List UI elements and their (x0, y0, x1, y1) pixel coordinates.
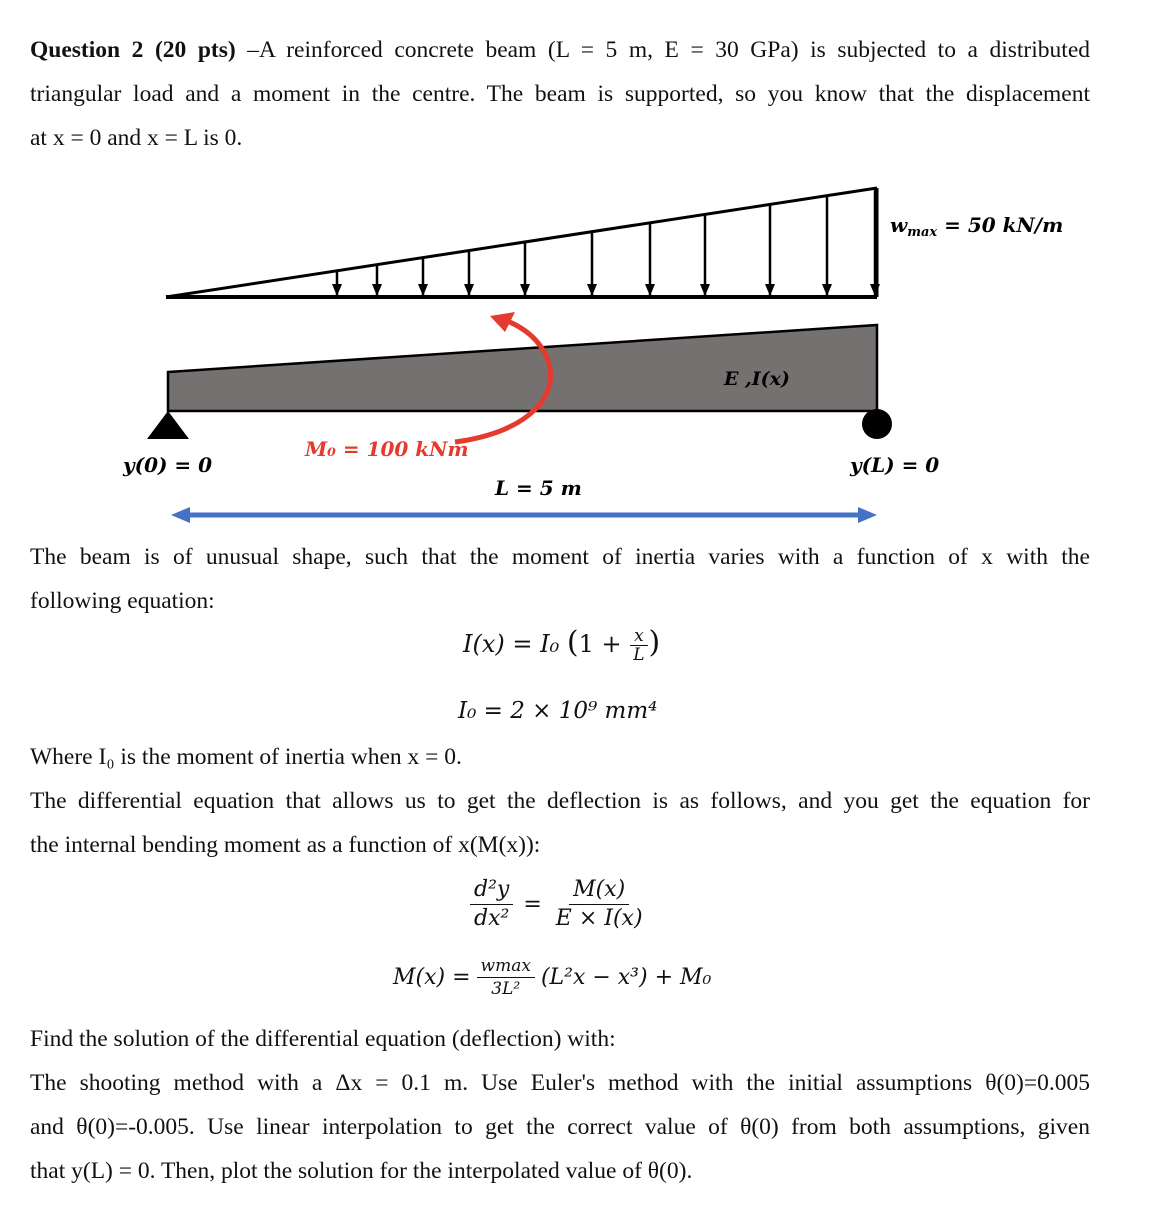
where-line-1: Where I₀ is the moment of inertia when x = 0. (30, 744, 462, 770)
moment-equation: M(x) = $\frac{wmax}{\text{3L²}}$ (L²x − x³) + M₀ (393, 956, 712, 999)
inertia-value-equation: I₀ = 2 × 10⁹ mm⁴ (458, 698, 658, 724)
pin-support-icon (147, 411, 189, 439)
task-line-4: that y(L) = 0. Then, plot the solution for the interpolated value of θ(0). (30, 1158, 693, 1184)
shape-line-1: The beam is of unusual shape, such that the moment of inertia varies with a function of x with the (30, 544, 1090, 570)
shape-line-2: following equation: (30, 588, 215, 614)
ei-label: E ,I(x) (724, 368, 790, 390)
length-label: L = 5 m (495, 476, 582, 500)
task-line-3: and θ(0)=-0.005. Use linear interpolation to get the correct value of θ(0) from both assumptions, given (30, 1114, 1090, 1140)
task-line-1: Find the solution of the differential equation (deflection) with: (30, 1026, 616, 1052)
intro-line-1: –A reinforced concrete beam (L = 5 m, E = 30 GPa) is subjected to a distributed (235, 37, 1090, 63)
distributed-load (166, 188, 880, 297)
task-paragraph (30, 1017, 1090, 1193)
inertia-equation: I(x) = I₀ (1 + $\frac{x}{L}$ ) (463, 625, 661, 665)
where-line-2: The differential equation that allows us to get the deflection is as follows, and you get the equation for (30, 788, 1090, 814)
m0-label: M₀ = 100 kNm (305, 437, 469, 461)
shape-paragraph (30, 535, 1090, 623)
where-line-3: the internal bending moment as a function of x(M(x)): (30, 832, 541, 858)
y0-label: y(0) = 0 (123, 453, 213, 477)
question-label: Question 2 (20 pts) (30, 37, 236, 63)
intro-line-2: triangular load and a moment in the centre. The beam is supported, so you know that the displacement (30, 81, 1090, 107)
intro-line-3: at x = 0 and x = L is 0. (30, 125, 243, 151)
intro-paragraph (30, 28, 1090, 160)
wmax-label: $w_{max} = 50$ kN/m (890, 213, 1064, 240)
beam-figure (0, 180, 1156, 540)
where-paragraph (30, 735, 1090, 867)
differential-equation: $\frac{\text{d²y}}{\text{dx²}}$ = $\frac{M(x)}{E \times I(x)}$ (470, 876, 647, 933)
task-line-2: The shooting method with a Δx = 0.1 m. Use Euler's method with the initial assumptions θ(0)=0.005 (30, 1070, 1090, 1096)
yL-label: y(L) = 0 (850, 453, 940, 477)
span-arrow (171, 507, 877, 523)
roller-support-icon (862, 409, 892, 439)
